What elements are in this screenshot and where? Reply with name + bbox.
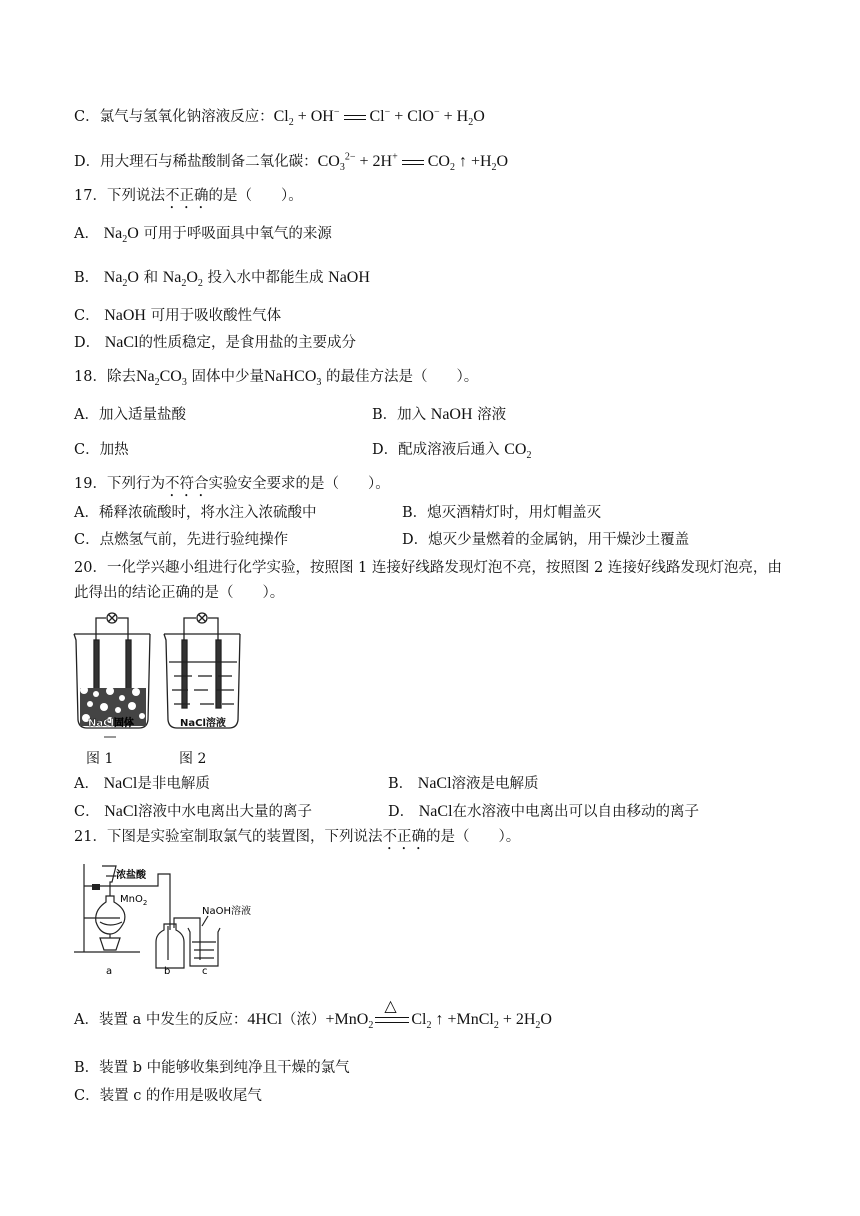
q20-stem-line2: 此得出的结论正确的是（ ）。: [74, 585, 285, 601]
q17-option-a: A． $Na_2O$ 可用于呼吸面具中氧气的来源: [74, 225, 332, 246]
q17-option-d: D． NaCl的性质稳定，是食用盐的主要成分: [74, 334, 357, 351]
q21-option-b: B．装置 b 中能够收集到纯净且干燥的氯气: [74, 1060, 350, 1076]
q20-option-a: A． NaCl是非电解质: [74, 775, 210, 792]
q21-stem: 21．下图是实验室制取氯气的装置图，下列说法不正确的是（ ）。: [74, 829, 521, 845]
q18-option-d: D．配成溶液后通入 $CO_2$: [372, 441, 532, 462]
q21-option-c: C．装置 c 的作用是吸收尾气: [74, 1088, 262, 1104]
q18-option-b: B．加入 NaOH 溶液: [372, 406, 507, 423]
q17-option-c: C． NaOH 可用于吸收酸性气体: [74, 307, 282, 324]
chlorine-apparatus: [70, 856, 251, 978]
label-b: b: [164, 966, 171, 977]
label-mno2: MnO$_2$: [120, 894, 148, 907]
q20-option-c: C． NaCl溶液中水电离出大量的离子: [74, 803, 312, 820]
q19-option-c: C．点燃氢气前，先进行验纯操作: [74, 532, 289, 548]
fig1-solution-label: NaCl固体: [88, 718, 134, 729]
q20-stem-line1: 20．一化学兴趣小组进行化学实验，按照图 1 连接好线路发现灯泡不亮，按照图 2 连接好线路发现灯泡亮，由: [74, 560, 782, 576]
q19-stem: 19．下列行为不符合实验安全要求的是（ ）。: [74, 476, 390, 492]
q17-stem: 17．下列说法不正确的是（ ）。: [74, 188, 303, 204]
q19-option-b: B．熄灭酒精灯时，用灯帽盖灭: [402, 505, 602, 521]
label-a: a: [106, 966, 113, 977]
figure-2-caption: 图 2: [179, 751, 207, 767]
q18-stem: 18．除去$Na_2CO_3$ 固体中少量NaHCO$_3$ 的最佳方法是（ ）。: [74, 368, 479, 389]
q18-option-a: A．加入适量盐酸: [74, 407, 186, 423]
label-naoh-solution: NaOH溶液: [202, 906, 251, 917]
q20-option-d: D． NaCl在水溶液中电离出可以自由移动的离子: [388, 803, 700, 820]
figure-1-caption: 图 1: [86, 751, 114, 767]
label-c: c: [202, 966, 208, 977]
q18-option-c: C．加热: [74, 442, 129, 458]
q21-option-a: A．装置 a 中发生的反应：4HCl（浓）+MnO$_2$ △ $Cl_2$ ↑ +MnCl$_2$ + $2H_2O$: [74, 996, 552, 1032]
heat-symbol: △: [384, 996, 397, 1015]
q20-option-b: B． NaCl溶液是电解质: [388, 775, 539, 792]
label-conc-hcl: 浓盐酸: [116, 870, 146, 881]
q19-option-a: A．稀释浓硫酸时，将水注入浓硫酸中: [74, 505, 317, 521]
fig2-solution-label: NaCl溶液: [180, 718, 226, 729]
q19-option-d: D．熄灭少量燃着的金属钠，用干燥沙土覆盖: [402, 532, 690, 548]
beaker-2: [164, 613, 240, 728]
q16-option-d: D．用大理石与稀盐酸制备二氧化碳：$CO_3^{2-} + 2H^+$ $CO_2$ ↑ $+H_2O$: [74, 151, 509, 174]
q17-option-b: B． $Na_2O$ 和 $Na_2O_2$ 投入水中都能生成 NaOH: [74, 269, 370, 290]
q16-option-c: C．氯气与氢氧化钠溶液反应：$Cl_2 + OH^-$ $Cl^- + ClO^- + H_2O$: [74, 106, 485, 129]
conductivity-figures: [66, 612, 246, 744]
